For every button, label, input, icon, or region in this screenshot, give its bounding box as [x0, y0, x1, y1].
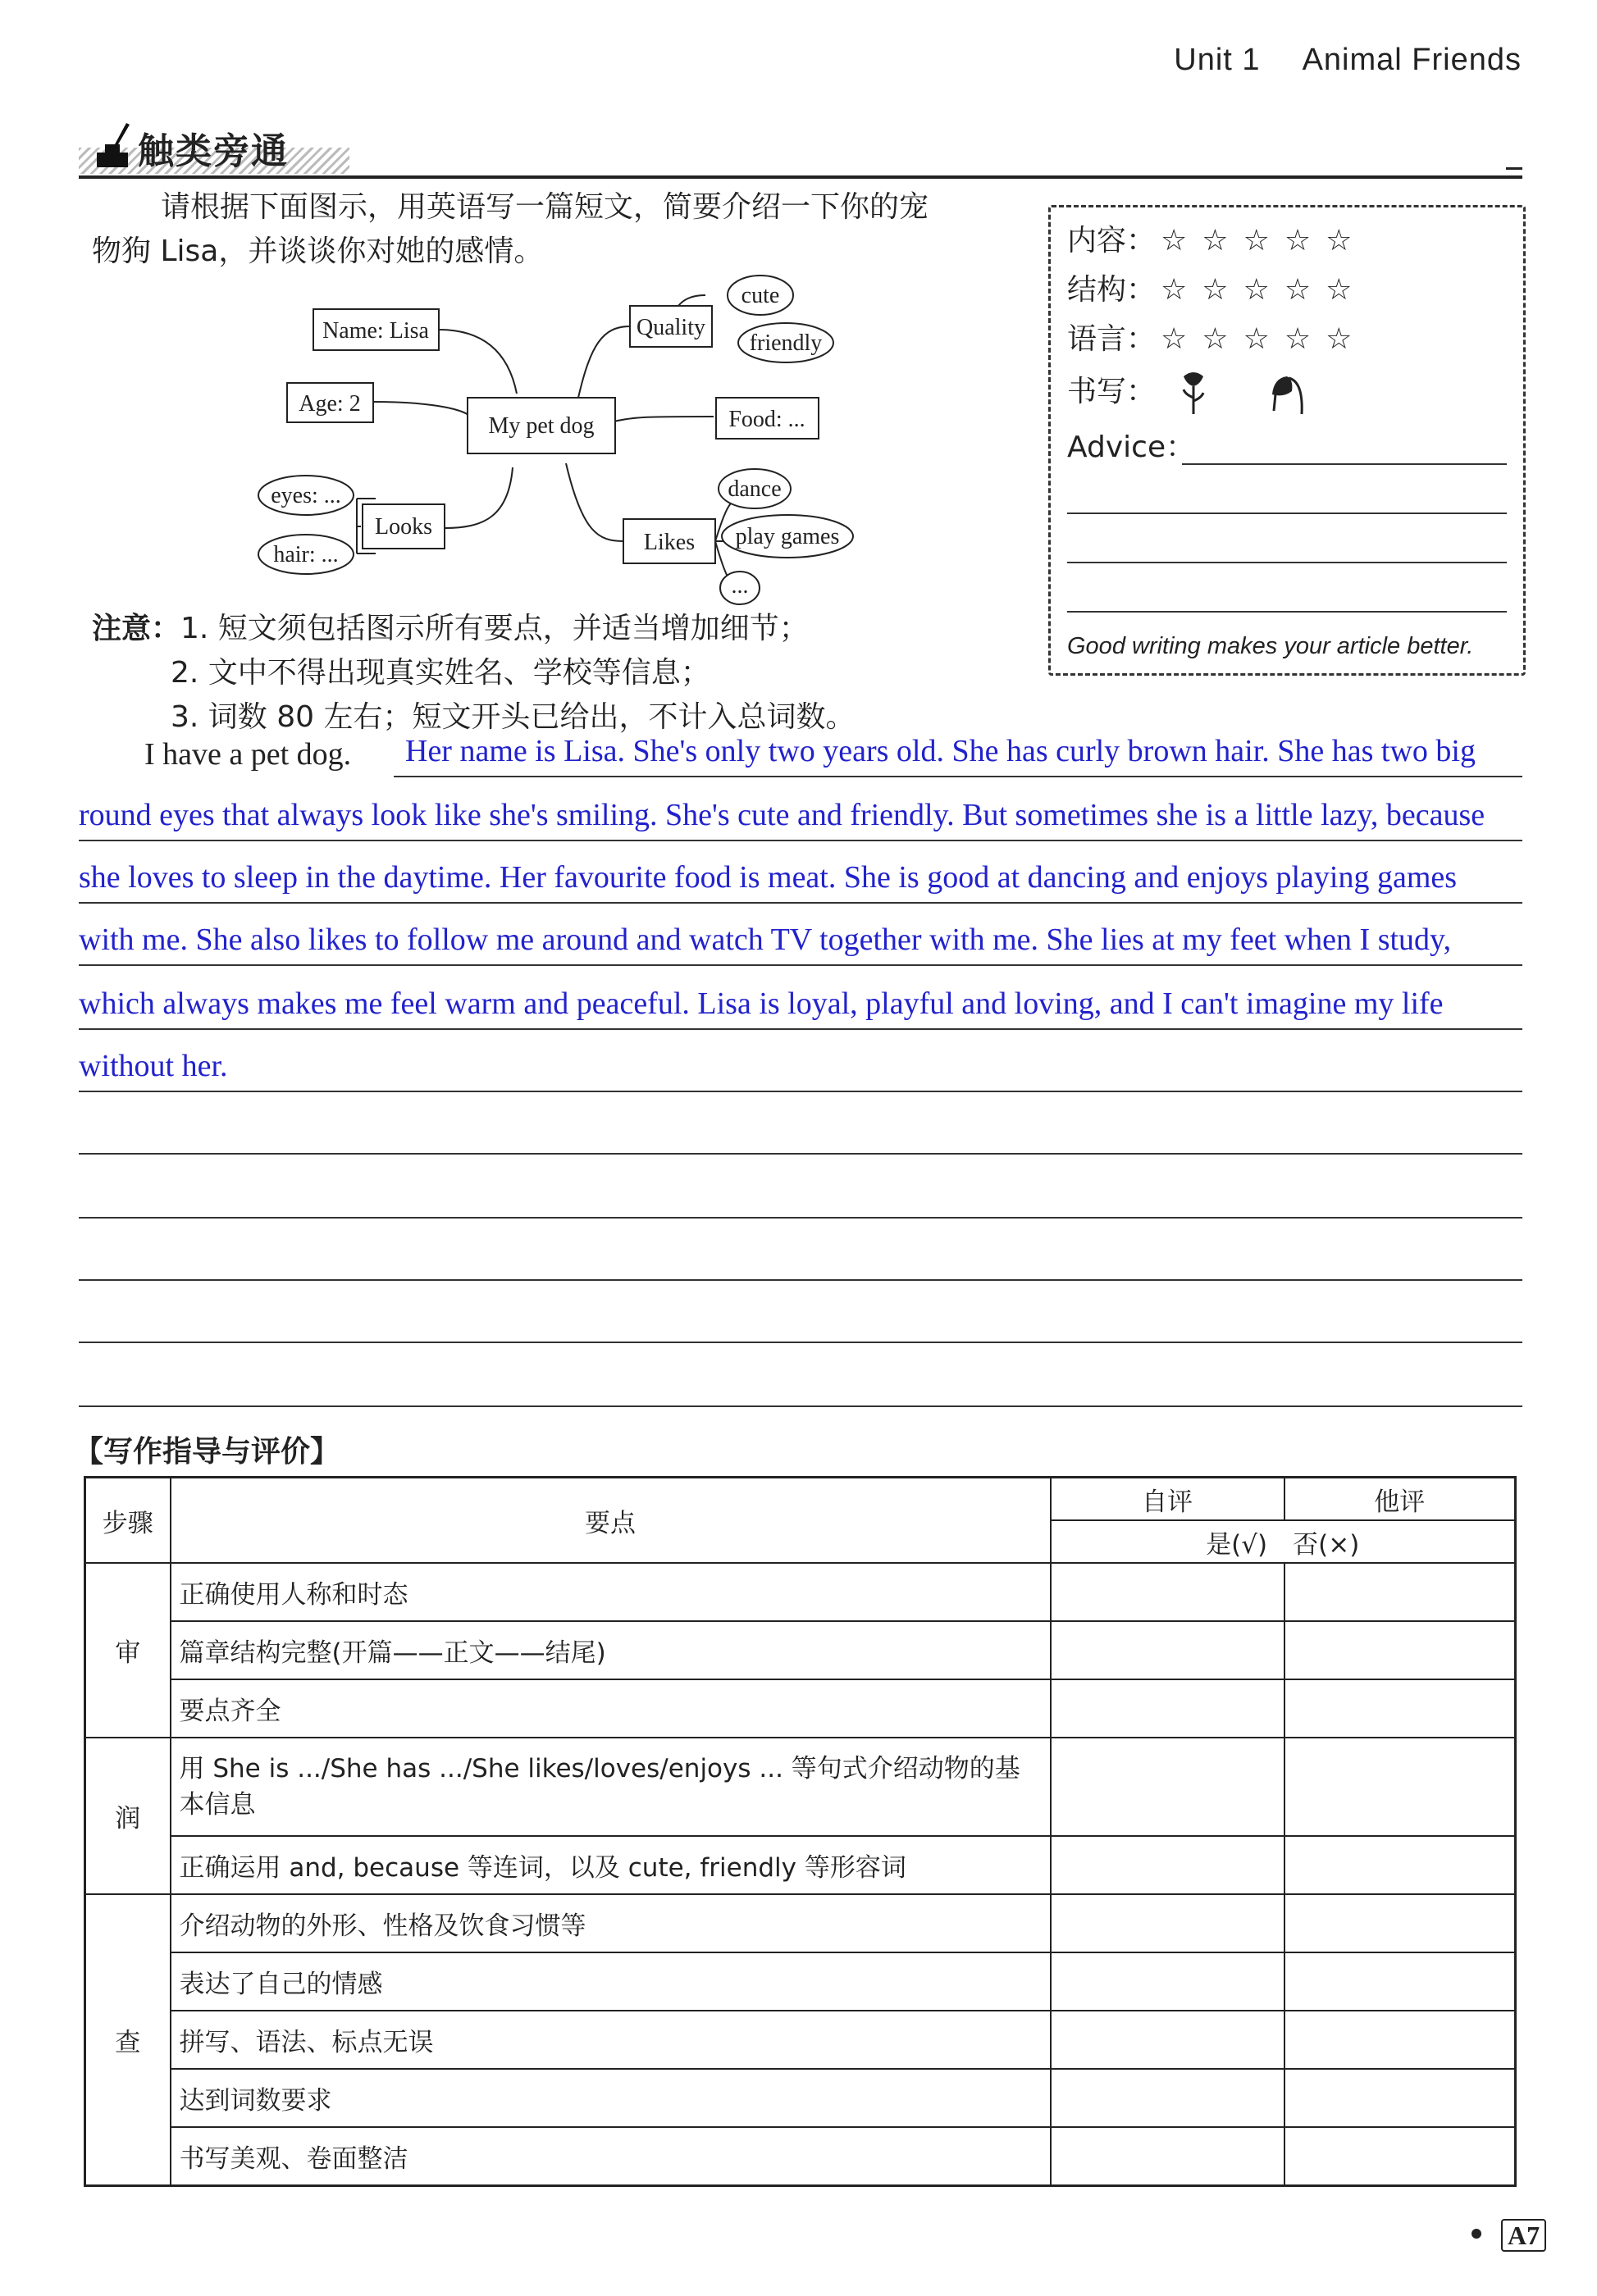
essay-line: [79, 1091, 1522, 1155]
guide-item: 介绍动物的外形、性格及饮食习惯等: [171, 1894, 1051, 1952]
rating-box: [1048, 205, 1526, 676]
unit-title: Animal Friends: [1302, 43, 1522, 77]
guide-item: 篇章结构完整(开篇——正文——结尾): [171, 1621, 1051, 1679]
essay-text: without her.: [79, 1049, 228, 1083]
section-heading: [79, 115, 1522, 180]
essay-text: with me. She also likes to follow me around and watch TV together with me. She lies at my feet when I study,: [79, 922, 1452, 957]
map-play-games: play games: [735, 524, 840, 549]
map-friendly: friendly: [749, 330, 823, 356]
essay-text: round eyes that always look like she's smiling. She's cute and friendly. But sometimes she is a little lazy, because: [79, 798, 1485, 832]
essay-text: she loves to sleep in the daytime. Her favourite food is meat. She is good at dancing and enjoys playing games: [79, 860, 1458, 895]
map-likes: Likes: [643, 530, 696, 555]
step-check: 查: [85, 1894, 171, 2185]
section-title: 触类旁通: [138, 130, 289, 172]
peer-check-cell[interactable]: [1284, 1836, 1516, 1894]
map-dance: dance: [728, 476, 782, 502]
guide-item: 要点齐全: [171, 1679, 1051, 1738]
map-age: Age: 2: [299, 391, 361, 417]
guide-item: 表达了自己的情感: [171, 1952, 1051, 2011]
header-points: 要点: [171, 1478, 1051, 1564]
notes-label: 注意：: [92, 612, 181, 645]
note-2: 2. 文中不得出现真实姓名、学校等信息；: [171, 656, 710, 690]
map-center: My pet dog: [488, 413, 595, 439]
ink-bottle-icon: [90, 120, 135, 171]
self-check-cell[interactable]: [1051, 1621, 1284, 1679]
header-step: 步骤: [85, 1478, 171, 1564]
advice-line: [1067, 611, 1507, 613]
unit-number: Unit 1: [1174, 43, 1261, 77]
essay-line: [79, 777, 1522, 841]
rating-structure: 结构： ☆☆☆☆☆: [1067, 273, 1367, 307]
map-name: Name: Lisa: [322, 318, 429, 344]
self-check-cell[interactable]: [1051, 1563, 1284, 1621]
self-check-cell[interactable]: [1051, 1894, 1284, 1952]
guide-title: 【写作指导与评价】: [74, 1435, 340, 1469]
essay-text: Her name is Lisa. She's only two years old. She has curly brown hair. She has two big: [405, 734, 1476, 768]
star-icon: ☆☆☆☆☆: [1161, 273, 1367, 307]
rating-content: 内容： ☆☆☆☆☆: [1067, 224, 1367, 257]
essay-line: [79, 1343, 1522, 1407]
guide-item: 书写美观、卷面整洁: [171, 2127, 1051, 2185]
peer-check-cell[interactable]: [1284, 2011, 1516, 2069]
self-check-cell[interactable]: [1051, 1679, 1284, 1738]
writing-prompt: [92, 185, 1027, 274]
essay-line: [79, 1028, 1522, 1092]
prompt-line-2: 物狗 Lisa，并谈谈你对她的感情。: [92, 235, 544, 268]
step-polish: 润: [85, 1738, 171, 1894]
self-check-cell[interactable]: [1051, 2011, 1284, 2069]
mind-map: [238, 271, 878, 615]
peer-check-cell[interactable]: [1284, 2069, 1516, 2127]
peer-check-cell[interactable]: [1284, 1621, 1516, 1679]
guide-item: 达到词数要求: [171, 2069, 1051, 2127]
map-cute: cute: [741, 283, 780, 308]
essay-start: I have a pet dog.: [144, 737, 352, 772]
guide-item: 用 She is .../She has .../She likes/loves/enjoys ... 等句式介绍动物的基本信息: [171, 1738, 1051, 1836]
advice-line: [1182, 463, 1507, 465]
peer-check-cell[interactable]: [1284, 1952, 1516, 2011]
rating-language: 语言： ☆☆☆☆☆: [1067, 322, 1367, 356]
essay-line: [79, 902, 1522, 966]
guide-item: 正确使用人称和时态: [171, 1563, 1051, 1621]
self-check-cell[interactable]: [1051, 1836, 1284, 1894]
self-check-cell[interactable]: [1051, 1738, 1284, 1836]
peer-check-cell[interactable]: [1284, 1894, 1516, 1952]
map-food: Food: ...: [728, 407, 805, 432]
header-self: 自评: [1051, 1478, 1284, 1521]
guide-item: 拼写、语法、标点无误: [171, 2011, 1051, 2069]
unit-header: [1174, 43, 1522, 78]
header-peer: 他评: [1284, 1478, 1516, 1521]
star-icon: ☆☆☆☆☆: [1161, 224, 1367, 257]
essay-line: [394, 713, 1522, 777]
guide-item: 正确运用 and, because 等连词，以及 cute, friendly 等形容词: [171, 1836, 1051, 1894]
rating-writing: 书写：: [1067, 375, 1157, 408]
peer-check-cell[interactable]: [1284, 1563, 1516, 1621]
guide-table: [84, 1476, 1517, 2187]
essay-line: [79, 1217, 1522, 1281]
flower-down-icon: [1267, 370, 1310, 416]
flower-up-icon: [1179, 370, 1208, 416]
essay-line: [79, 1155, 1522, 1219]
map-eyes: eyes: ...: [271, 483, 341, 508]
page-number: A7: [1501, 2219, 1546, 2252]
self-check-cell[interactable]: [1051, 2127, 1284, 2185]
advice-label: Advice：: [1067, 430, 1196, 464]
essay-line: [79, 840, 1522, 904]
map-looks: Looks: [375, 514, 432, 540]
peer-check-cell[interactable]: [1284, 2127, 1516, 2185]
note-3: 3. 词数 80 左右；短文开头已给出，不计入总词数。: [171, 700, 856, 734]
advice-line: [1067, 562, 1507, 563]
note-1: 1. 短文须包括图示所有要点，并适当增加细节；: [180, 612, 809, 645]
step-review: 审: [85, 1563, 171, 1738]
header-legend: 是(√) 否(×): [1051, 1520, 1516, 1563]
essay-line: [79, 1279, 1522, 1343]
motto: Good writing makes your article better.: [1067, 633, 1474, 659]
star-icon: ☆☆☆☆☆: [1161, 322, 1367, 356]
essay-text: which always makes me feel warm and peaceful. Lisa is loyal, playful and loving, and I can't imagine my life: [79, 986, 1444, 1021]
self-check-cell[interactable]: [1051, 2069, 1284, 2127]
advice-line: [1067, 512, 1507, 514]
essay-line: [79, 966, 1522, 1030]
peer-check-cell[interactable]: [1284, 1738, 1516, 1836]
peer-check-cell[interactable]: [1284, 1679, 1516, 1738]
prompt-line-1: 请根据下面图示，用英语写一篇短文，简要介绍一下你的宠: [161, 190, 929, 224]
self-check-cell[interactable]: [1051, 1952, 1284, 2011]
page-dot: [1472, 2229, 1481, 2239]
map-quality: Quality: [637, 315, 705, 340]
map-hair: hair: ...: [273, 542, 339, 567]
map-more: ...: [731, 573, 749, 599]
